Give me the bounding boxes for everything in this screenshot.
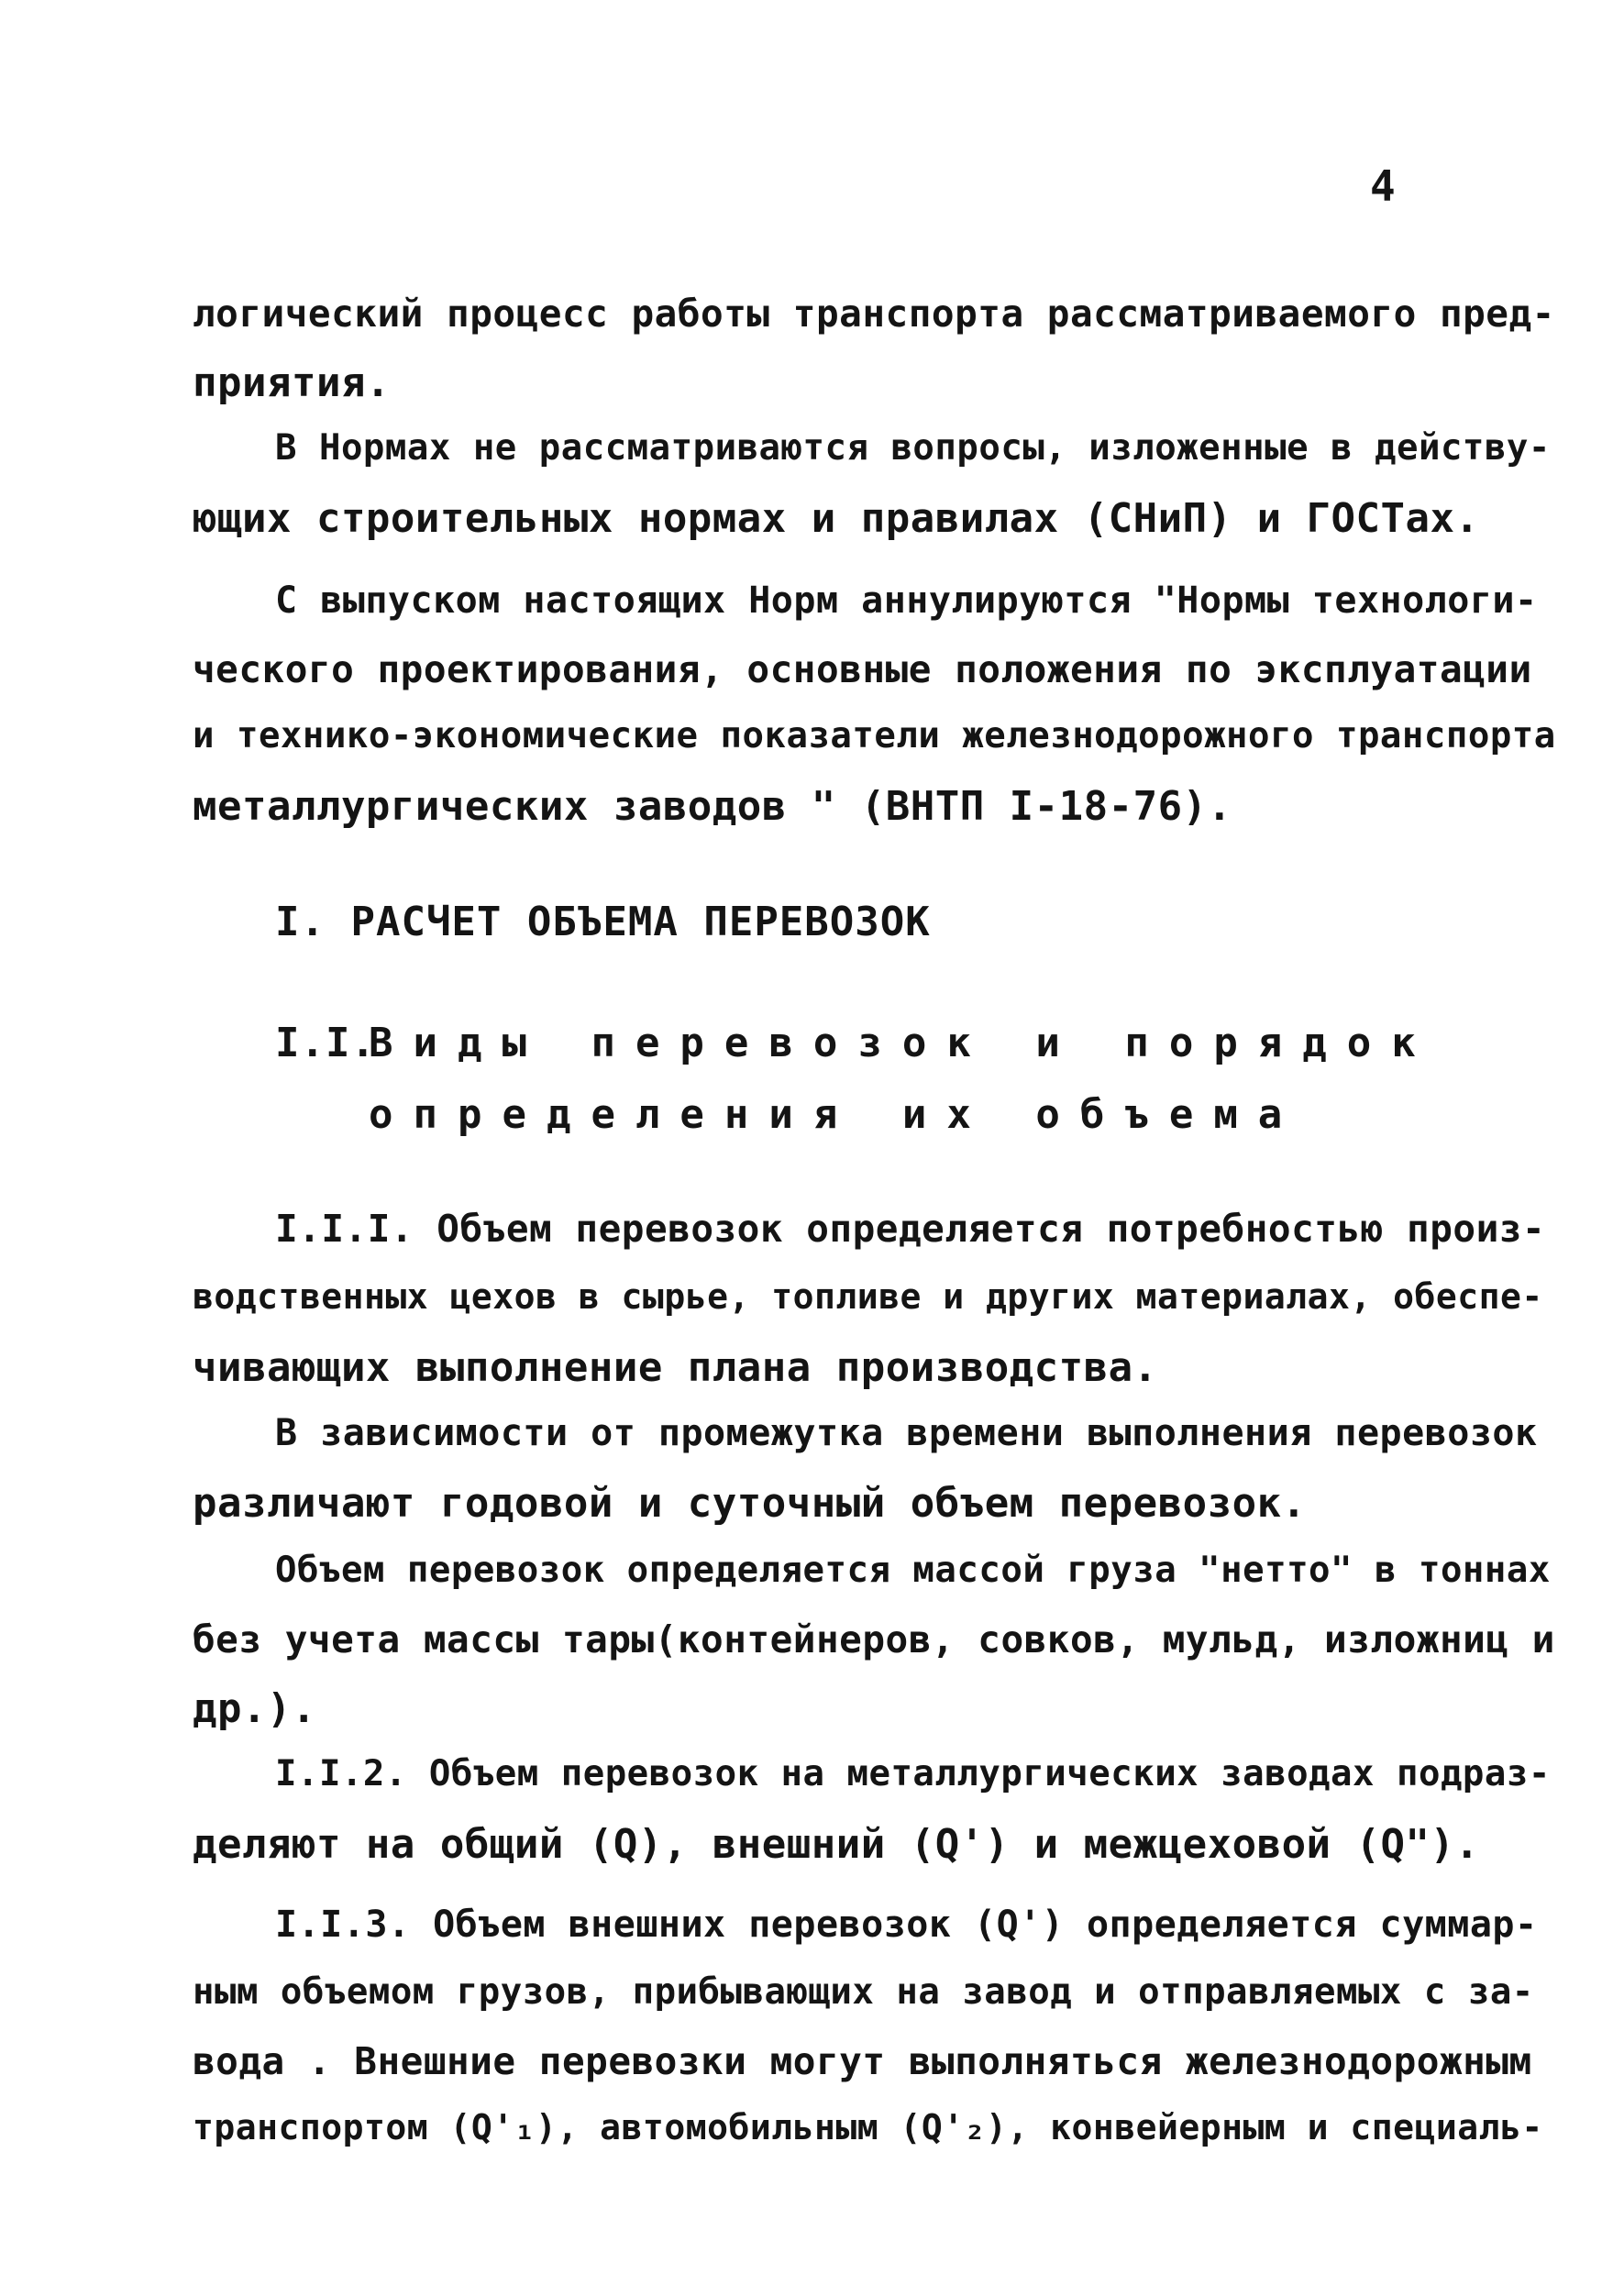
paragraph-line: Объем перевозок определяется массой груза "нетто" в тоннах <box>275 1550 1551 1591</box>
paragraph-line: ющих строительных нормах и правилах (СНиП) и ГОСТах. <box>193 495 1480 542</box>
section-title: I. РАСЧЕТ ОБЪЕМА ПЕРЕВОЗОК <box>275 899 931 945</box>
paragraph-line: В зависимости от промежутка времени выполнения перевозок <box>275 1412 1538 1454</box>
paragraph-line: без учета массы тары(контейнеров, совков, мульд, изложниц и <box>193 1617 1555 1661</box>
paragraph-line: приятия. <box>193 359 391 406</box>
paragraph-line: С выпуском настоящих Норм аннулируются "Нормы технологи- <box>275 580 1538 622</box>
subsection-title-line1: Виды перевозок и порядок <box>369 1020 1436 1066</box>
page-number: 4 <box>1370 161 1396 211</box>
paragraph-line: I.I.2. Объем перевозок на металлургических заводах подраз- <box>275 1753 1551 1794</box>
paragraph-line: вода . Внешние перевозки могут выполняться железнодорожным <box>193 2039 1532 2083</box>
paragraph-line: металлургических заводов " (ВНТП I-18-76). <box>193 783 1232 830</box>
paragraph-line: и технико-экономические показатели железнодорожного транспорта <box>193 715 1556 756</box>
subsection-number: I.I. <box>275 1020 376 1066</box>
paragraph-line: водственных цехов в сырье, топливе и других материалах, обеспе- <box>193 1276 1543 1317</box>
paragraph-line: ным объемом грузов, прибывающих на завод и отправляемых с за- <box>193 1971 1534 2013</box>
paragraph-line: В Нормах не рассматриваются вопросы, изложенные в действу- <box>275 427 1551 469</box>
paragraph-line: транспортом (Q'₁), автомобильным (Q'₂), конвейерным и специаль- <box>193 2107 1543 2147</box>
paragraph-line: I.I.3. Объем внешних перевозок (Q') определяется суммар- <box>275 1904 1538 1946</box>
paragraph-line: чивающих выполнение плана производства. <box>193 1344 1158 1391</box>
subsection-title-line2: определения их объема <box>369 1091 1303 1138</box>
paragraph-line: логический процесс работы транспорта рассматриваемого пред- <box>193 292 1555 336</box>
paragraph-line: др.). <box>193 1685 316 1732</box>
paragraph-line: I.I.I. Объем перевозок определяется потребностью произ- <box>275 1207 1546 1251</box>
paragraph-line: деляют на общий (Q), внешний (Q') и межцеховой (Q"). <box>193 1821 1480 1868</box>
paragraph-line: различают годовой и суточный объем перевозок. <box>193 1480 1307 1527</box>
paragraph-line: ческого проектирования, основные положения по эксплуатации <box>193 647 1532 691</box>
